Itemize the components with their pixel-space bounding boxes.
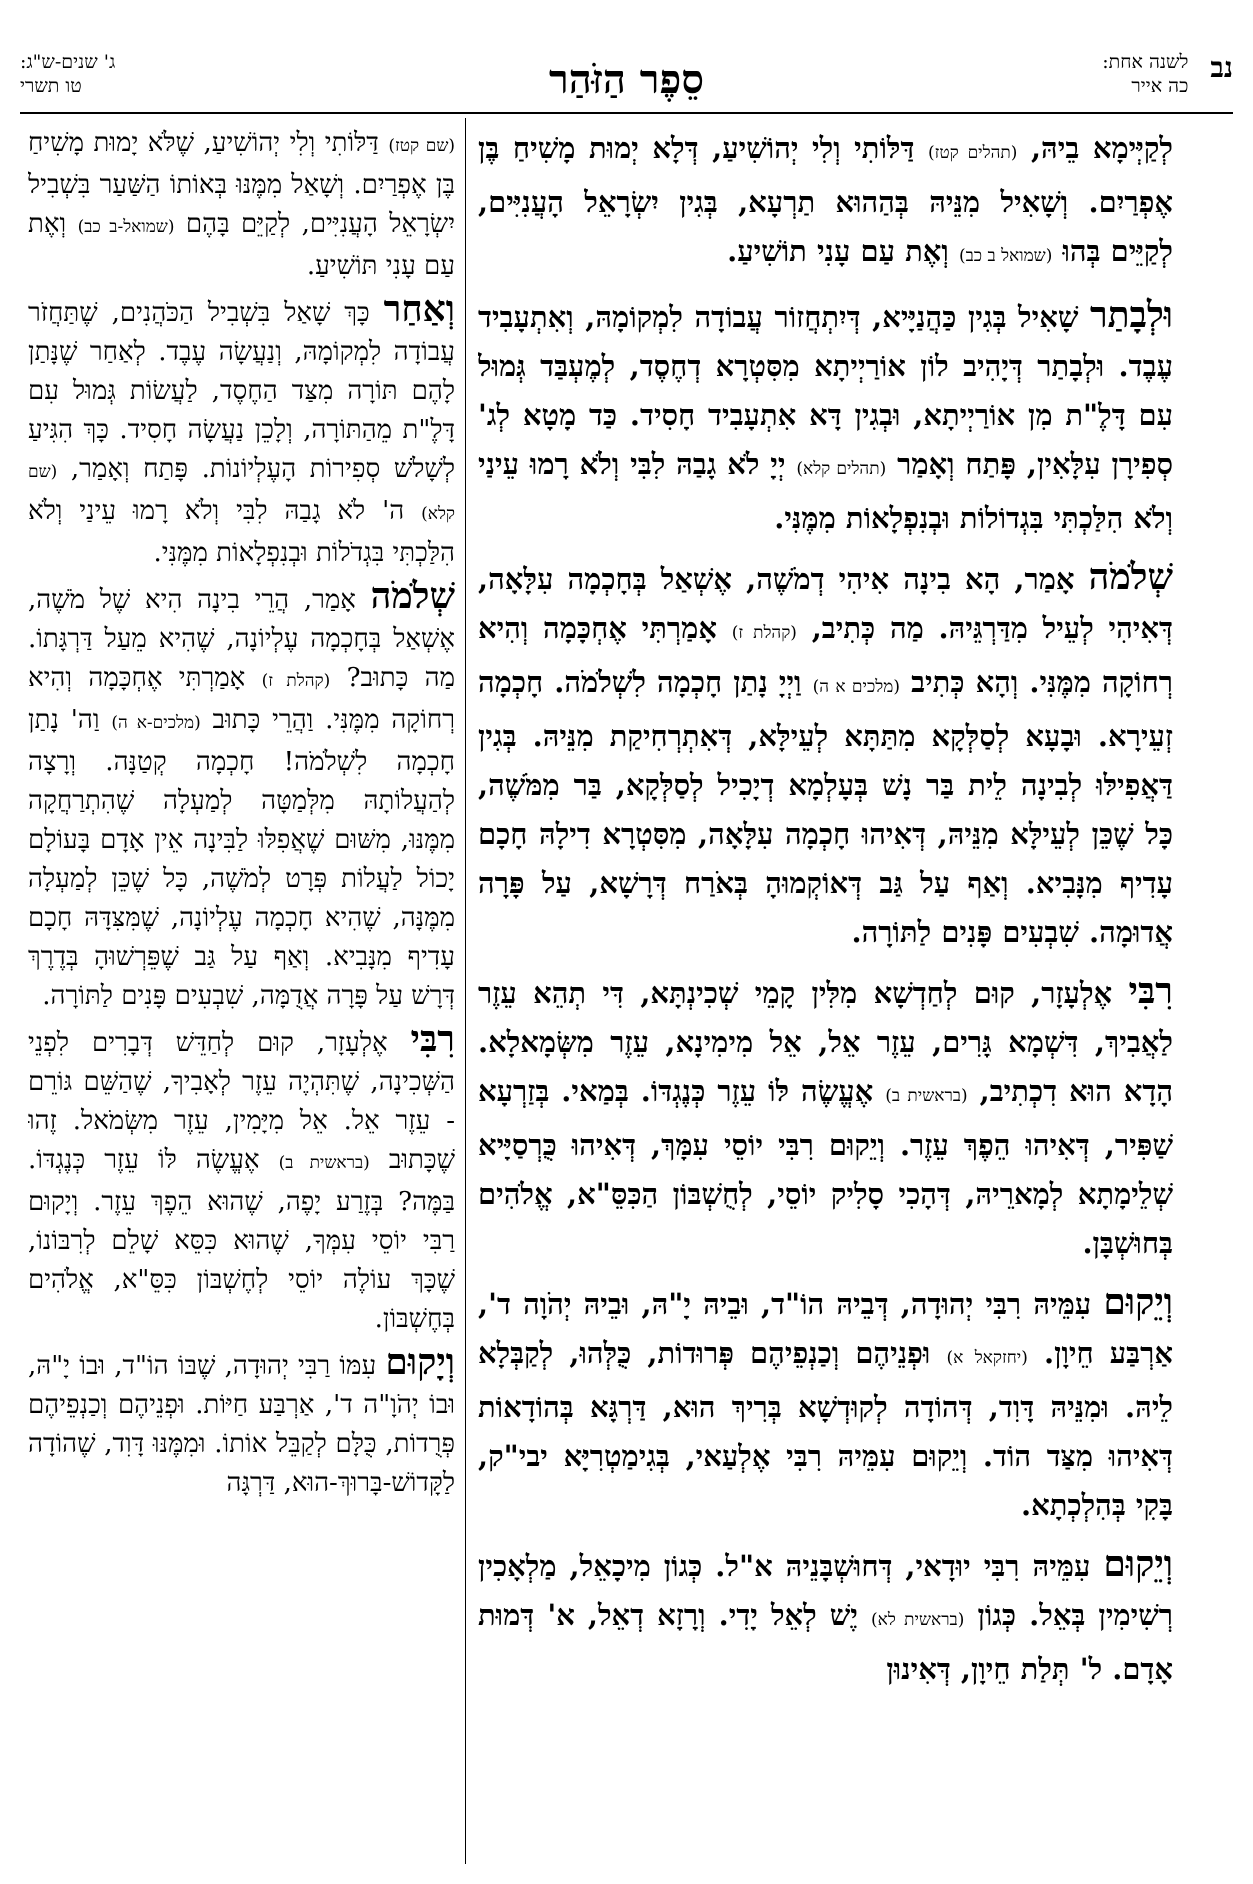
verse-reference: (מלכים א ה) [812,677,900,697]
book-title: סֵפֶר הַזֹּהַר [549,56,704,103]
aramaic-text-column [478,124,1173,1864]
text: וַיְיָ נָתַן חָכְמָה לִשְׁלֹמֹה. חָכְמָה זְעֵירָא. וּבָעָא לְסַלְּקָא מִתַּתָּא לְעֵילָּא, דְּאִתְרְחִיקַת מִנֵּיהּ. בְּגִין דַּאֲפִילּוּ לְבִינָה לֵית בַּר נָשׁ בְּעָלְמָא דְיָכִיל לְסַלְּקָא, בַּר מִמֹּשֶׁה, כָּל שֶׁכֵּן לְעֵילָּא מִנֵּיהּ, דְּאִיהוּ חָכְמָה עִלָּאָה, מִסִּטְרָא דִילָהּ חָכָם עָדִיף מִנָּבִיא. וְאַף עַל גַּב דְּאוֹקְמוּהָ בְּאֹרַח דְּרָשָׁא, עַל פָּרָה אֲדוּמָה. שִׁבְעִים פָּנִים לַתּוֹרָה. [478,665,1173,949]
paragraph [478,1278,1173,1530]
paragraph [28,1343,455,1503]
text: אָמַר, הֲרֵי בִינָה הִיא שֶׁל מֹשֶׁה, אֶשְׁאַל בְּחָכְמָה עֶלְיוֹנָה, שֶׁהִיא מֵעַל דַּרְגָּתוֹ. מַה כָּתוּב? [28,585,455,693]
opening-word: רִבִּי [410,1018,455,1060]
text: דַּלּוֹתִי וְלִי יְהוֹשִׁיעַ, שֶׁלֹּא יָמוּת מָשִׁיחַ בֶּן אֶפְרַיִם. וְשָׁאַל מִמֶּנּוּ בְּאוֹתוֹ הַשַּׁעַר בִּשְׁבִיל יִשְׂרָאֵל הָעֲנִיִּים, לְקַיֵּם בָּהֶם [28,128,455,239]
text: וּפְנֵיהֶם וְכַנְפֵיהֶם פְּרוּדוֹת, כֻּלְּהוּ, לְקַבְּלָא לֵיהּ. וּמִנֵּיהּ דָּוִד, דְּהוֹדָה לְקוּדְשָׁא בְּרִיךְ הוּא, דַּרְגָּא בְּהוֹדָאוֹת דְּאִיהוּ מִצַּד הוֹד. וְיֵקוּם עִמֵּיהּ רִבִּי אֶלְעַאי, בְּגִימַטְרִיָּא יבי"ק, בָּקִי בְּהִלְכְתָא. [478,1336,1173,1522]
text: אֶעֱשֶׂה לּוֹ עֵזֶר כְּנֶגְדּוֹ. בְּמַאי. בְּזַרְעָא שַׁפִּיר, דְּאִיהוּ הֵפֶךְ עֵזֶר. וְיֵקוּם רִבִּי יוֹסֵי עִמָּךְ, דְּאִיהוּ כֻּרְסַיָּיא שְׁלֵימָתָא לְמָארֵיהּ, דְּהָכִי סָלִיק יוֹסֵי, לְחֻשְׁבּוֹן הַכִּסֵּ"א, אֱלֹהִים בְּחוּשְׁבָּן. [478,1074,1173,1260]
paragraph [28,124,455,286]
verse-reference: (שמואל-ב כב) [77,217,175,237]
verse-reference: (תהלים קלא) [796,459,887,479]
opening-word: שְׁלֹמֹה [1088,556,1173,598]
text: עִמֵּיהּ רִבִּי יְהוּדָה, דְּבֵיהּ הוֹ"ד, וּבֵיהּ יָ"הּ, וּבֵיהּ יְהֹוָה ד', אַרְבַּע חֵיוָן. [478,1287,1173,1370]
page-number: נב [1210,51,1233,84]
paragraph [478,291,1173,543]
opening-word: רִבִּי [1128,970,1173,1012]
page-header [20,50,1233,120]
opening-word: וּלְבָתַר [1089,294,1173,336]
paragraph [478,1540,1173,1694]
verse-reference: (תהלים קטז) [927,143,1018,163]
text: וַה' נָתַן חָכְמָה לִשְׁלֹמֹה! חָכְמָה קְטַנָּה. וְרָצָה לְהַעֲלוֹתָהּ מִלְּמַטָּה לְמַעְלָה שֶׁהִתְרַחֲקָה מִמֶּנּוּ, מִשּׁוּם שֶׁאֲפִלּוּ לַבִּינָה אֵין אָדָם בָּעוֹלָם יָכוֹל לַעֲלוֹת פְּרָט לְמֹשֶׁה, כָּל שֶׁכֵּן לְמַעְלָה מִמֶּנָּה, שֶׁהִיא חָכְמָה עֶלְיוֹנָה, שֶׁמִּצִּדָּהּ חָכָם עָדִיף מִנָּבִיא. וְאַף עַל גַּב שֶׁפֵּרְשׁוּהָ בְּדֶרֶךְ דְּרָשׁ עַל פָּרָה אֲדֻמָּה, שִׁבְעִים פָּנִים לַתּוֹרָה. [28,705,455,1011]
opening-word: וְיָקוּם [385,1341,455,1383]
schedule-date: כה אייר [1131,75,1189,97]
verse-reference: (קהלת ז) [261,671,331,691]
text: עִמּוֹ רַבִּי יְהוּדָה, שֶׁבּוֹ הוֹ"ד, וּבוֹ יָ"הּ, וּבוֹ יְהֹוָ"ה ד', אַרְבַּע חַיּוֹת. וּפְנֵיהֶם וְכַנְפֵיהֶם פְּרֻדוֹת, כֻּלָּם לְקַבֵּל אוֹתוֹ. וּמִמֶּנּוּ דָּוִד, שֶׁהוֹדָה לַקָּדוֹשׁ-בָּרוּךְ-הוּא, דַּרְגָּה [28,1351,455,1498]
paragraph [28,1020,455,1339]
verse-reference: (בראשית לא) [870,1610,965,1630]
opening-word: שְׁלֹמֹה [370,575,455,617]
verse-reference: (שמואל ב כב) [958,246,1053,266]
text: אָמַרְתִּי אֶחְכָּמָה וְהִיא רְחוֹקָה מִמֶּנִּי. וַהֲרֵי כָּתוּב [28,663,455,735]
verse-reference: (בראשית ב) [885,1086,968,1106]
verse-reference: (קהלת ז) [731,623,797,643]
verse-reference: (בראשית ב) [278,1153,370,1173]
text: עִמֵּיהּ רִבִּי יוּדָאי, דְּחוּשְׁבָּנֵיהּ א"ל. כְּגוֹן מִיכָאֵל, מַלְאָכִין רְשִׁימִין בְּאֵל. כְּגוֹן [478,1549,1173,1632]
text: דַּלּוֹתִי וְלִי יְהוֹשִׁיעַ, דְּלָא יְמוּת מָשִׁיחַ בֶּן אֶפְרַיִם. וְשָׁאִיל מִנֵּיהּ בְּהַהוּא תַרְעָא, בְּגִין יִשְׂרָאֵל הָעֲנִיִּים, לְקַיֵּים בְּהוּ [478,131,1173,268]
text: אֶלְעָזָר, קוּם לְחַדֵּשׁ דְּבָרִים לִפְנֵי הַשְּׁכִינָה, שֶׁתִּהְיֶה עֵזֶר לְאָבִיךָ, שֶׁהַשֵּׁם גּוֹרֵם - עֵזֶר אֵל. אֵל מִיָּמִין, עֵזֶר מִשְּׂמֹאל. זֶהוּ שֶׁכָּתוּב [28,1028,455,1175]
opening-word: וְיֵקוּם [1103,1543,1173,1585]
schedule-label: לשנה אחת: [1102,51,1189,73]
header-rule [20,112,1233,114]
text: אָמַר, הָא בִינָה אִיהִי דְמֹשֶׁה, אֶשְׁאַל בְּחָכְמָה עִלָּאָה, דְּאִיהִי לְעֵיל מִדַּרְגֵּיהּ. מַה כְּתִיב, [478,562,1173,645]
schedule-date: טו תשרי [20,75,82,97]
verse-reference: (יחזקאל א) [946,1348,1028,1368]
text: לְקַיְּימָא בֵיהּ, [1030,131,1173,165]
paragraph [28,290,455,573]
column-divider [465,118,466,1864]
verse-reference: (שם קטז) [388,136,455,156]
text: אֶלְעָזָר, קוּם לְחַדְשָׁא מִלִּין קָמֵי שְׁכִינְתָּא, דִּי תְהֵא עֵזֶר לַאֲבִיךְ, דִּשְׁמָא גָּרִים, עֵזֶר אֵל, אֵל מִימִינָא, עֵזֶר מִשְּׂמָאלָא. הָדָא הוּא דִכְתִיב, [478,976,1173,1108]
text: ה' לֹא גָבַהּ לִבִּי וְלֹא רָמוּ עֵינַי וְלֹא הִלַּכְתִּי בִּגְדֹלוֹת וּבְנִפְלָאוֹת מִמֶּנִּי. [28,496,455,568]
text: אֶעֱשֶׂה לּוֹ עֵזֶר כְּנֶגְדּוֹ. בַּמֶּה? בְּזֶרַע יָפֶה, שֶׁהוּא הֵפֶךְ עֵזֶר. וְיָקוּם רַבִּי יוֹסֵי עִמְּךָ, שֶׁהוּא כִּסֵּא שָׁלֵם לְרִבּוֹנוֹ, שֶׁכָּךְ עוֹלֶה יוֹסֵי לְחֶשְׁבּוֹן כִּסֵּ"א, אֱלֹהִים בְּחֶשְׁבּוֹן. [28,1145,455,1334]
text: וְאֶת עַם עָנִי תוֹשִׁיעַ. [727,234,949,268]
daily-schedule-three-years [20,50,115,98]
hebrew-translation-column [28,124,455,1864]
paragraph [478,553,1173,957]
verse-reference: (שם קלא) [28,462,455,524]
paragraph [478,124,1173,281]
text: יֶשׁ לְאֵל יָדִי. וְרָזָא דְאֵל, א' דְּמוּת אָדָם. ל' תְּלַת חֵיוָן, דְּאִינוּן [478,1598,1173,1686]
opening-word: וְיֵקוּם [1103,1281,1173,1323]
text: כָּךְ שָׁאַל בִּשְׁבִיל הַכֹּהֲנִים, שֶׁתַּחֲזֹר עֲבוֹדָה לִמְקוֹמָהּ, וְנַעֲשָׂה עֶבֶד. לְאַחַר שֶׁנָּתַן לָהֶם תּוֹרָה מִצַּד הַחֶסֶד, לַעֲשׂוֹת גְּמוּל עִם דָּלֶ"ת מֵהַתּוֹרָה, וְלָכֵן נַעֲשָׂה חָסִיד. כָּךְ הִגִּיעַ לְשָׁלֹשׁ סְפִירוֹת הָעֶלְיוֹנוֹת. פָּתַח וְאָמַר, [28,298,455,484]
text: אָמַרְתִּי אֶחְכָּמָה וְהִיא רְחוֹקָה מִמֶּנִּי. וְהָא כְּתִיב [478,611,1173,699]
schedule-label: ג' שנים-ש"ג: [20,51,116,73]
opening-word: וְאַחַר [383,288,455,330]
paragraph [478,967,1173,1268]
paragraph [28,577,455,1016]
text: וְאֶת עַם עָנִי תּוֹשִׁיעַ. [28,209,455,281]
text: יְיָ לֹא גָבַהּ לִבִּי וְלֹא רָמוּ עֵינַי וְלֹא הִלַּכְתִּי בִּגְדוֹלוֹת וּבְנִפְלָאוֹת מִמֶּנִּי. [478,447,1173,535]
verse-reference: (מלכים-א ה) [111,713,201,733]
text: שָׁאִיל בְּגִין כַּהֲנַיָּיא, דְּיִתְחֲזוֹר עֲבוֹדָה לִמְקוֹמָהּ, וְאִתְעָבִיד עֶבֶד. וּלְבָתַר דְּיָהִיב לוֹן אוֹרַיְיתָא מִסִּטְרָא דְחֶסֶד, לְמֶעְבַּד גְּמוּל עִם דָּלֶ"ת מִן אוֹרַיְיתָא, וּבְגִין דָּא אִתְעָבִיד חָסִיד. כַּד מָטָא לְג' סְפִירָן עִלָּאִין, פָּתַח וְאָמַר [478,300,1173,481]
